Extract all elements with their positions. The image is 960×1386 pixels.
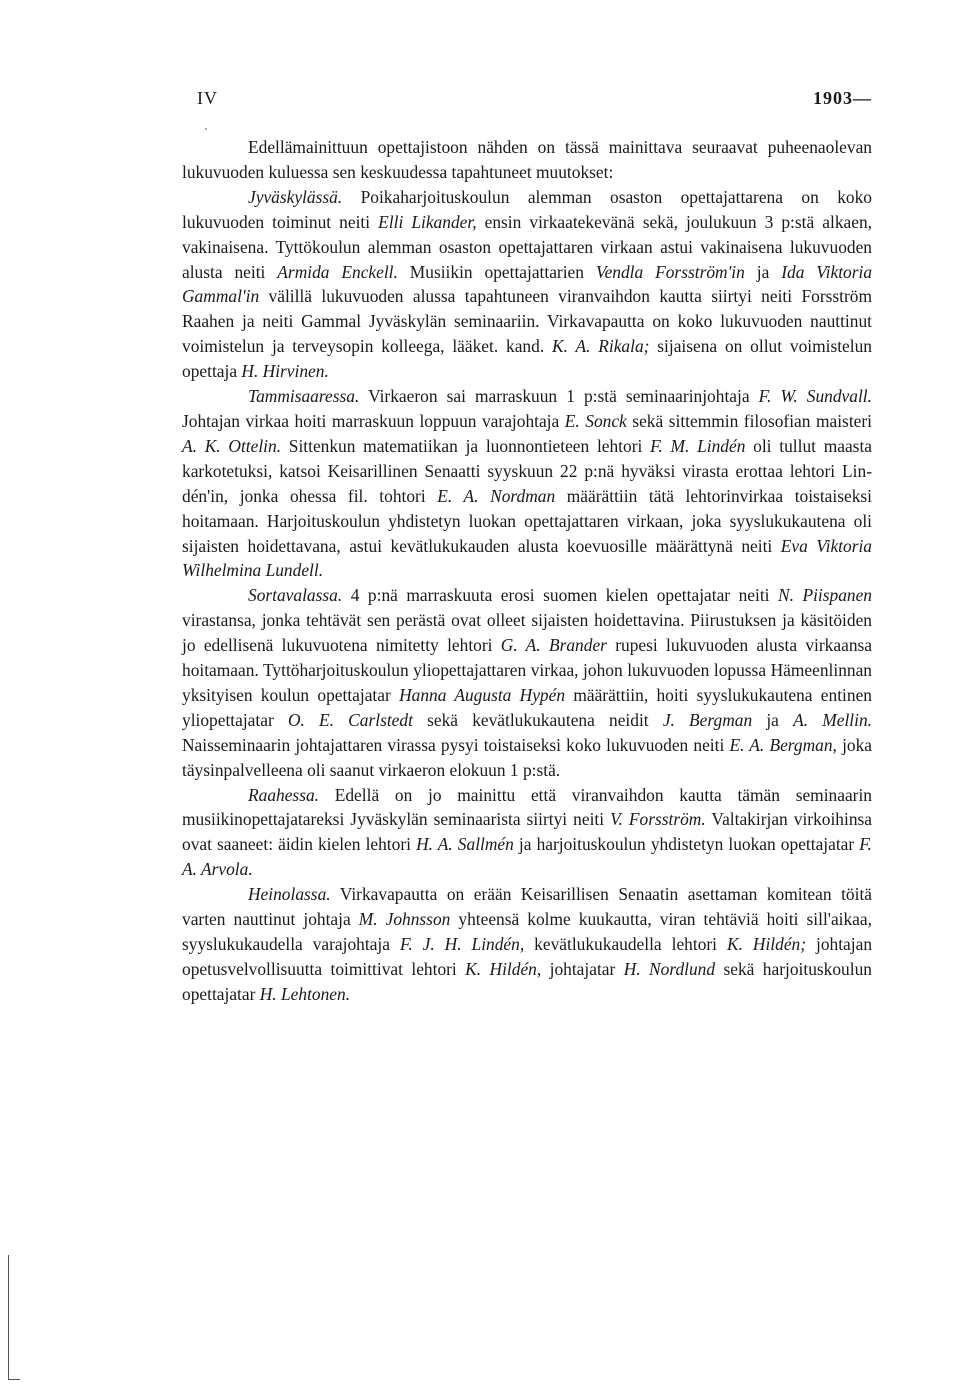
italic-name-run: H. Nordlund xyxy=(623,958,716,979)
page-header xyxy=(183,88,872,116)
text-run: Naisseminaarin johtajattaren virassa pysyi toistaiseksi koko lukuvuoden neiti xyxy=(182,734,730,755)
page-number: IV xyxy=(197,88,218,108)
italic-name-run: Sortavalassa. xyxy=(248,585,343,606)
italic-name-run: G. A. Brander xyxy=(500,635,607,656)
text-run: joka täysinpalvelleena oli saanut virkaeron elokuun 1 p:stä. xyxy=(182,734,873,780)
italic-name-run: E. A. Bergman, xyxy=(729,734,837,755)
paragraph-heinola xyxy=(182,882,872,1007)
italic-name-run: F. J. H. Lindén, xyxy=(399,934,525,954)
italic-name-run: Hanna Augusta Hypén xyxy=(399,684,566,705)
italic-name-run: Ida Viktoria Gammal'in xyxy=(182,261,873,307)
italic-name-run: A. K. Ottelin. xyxy=(182,435,282,456)
text-run: Poikaharjoituskoulun alemman osaston opettajattarena on koko lukuvuoden toiminut neiti xyxy=(182,186,872,232)
italic-name-run: N. Piispanen xyxy=(778,585,873,606)
text-run: ja xyxy=(744,261,782,282)
text-run: rupesi lukuvuoden alusta virkaansa hoitamaan. Tyttöharjoituskoulun yliopettajattaren virkaa, johon lukuvuoden lopussa Hämeenlinnan yksityisen koulun opettajatar xyxy=(182,635,872,705)
italic-name-run: M. Johnsson xyxy=(358,909,451,930)
italic-name-run: Tammisaaressa. xyxy=(248,386,360,407)
paragraph-raahe xyxy=(182,783,872,883)
text-run: sekä sittemmin filosofian maisteri xyxy=(626,410,872,431)
italic-name-run: Eva Viktoria Wilhelmina Lundell. xyxy=(182,535,872,581)
body-text xyxy=(182,135,872,1007)
text-run: sijaisena on ollut voimistelun opettaja xyxy=(182,336,872,382)
text-run: Virkaeron sai marraskuun 1 p:stä seminaarinjohtaja xyxy=(359,386,759,407)
text-run: määrättiin, hoiti syyslukukautena entinen yliopettajatar xyxy=(182,684,872,730)
italic-name-run: K. Hildén; xyxy=(726,934,807,954)
paragraph-sortavala xyxy=(182,583,872,782)
italic-name-run: H. A. Sallmén xyxy=(416,834,514,855)
text-run: sekä kevätlukukautena neidit xyxy=(412,709,663,730)
italic-name-run: A. Mellin. xyxy=(793,709,872,730)
text-run: sekä harjoituskoulun opettajatar xyxy=(182,958,872,1004)
italic-name-run: F. A. Arvola. xyxy=(182,834,873,880)
paragraph-intro xyxy=(182,135,872,185)
italic-name-run: V. Forsström. xyxy=(610,809,706,830)
text-run: oli tullut maasta karkotetuksi, katsoi Keisarillinen Senaatti syyskuun 22 p:nä hyväksi virasta erottaa lehtori Lindén'in, jonka ohessa fil. tohtori xyxy=(182,435,872,506)
text-run: johtajatar xyxy=(541,958,624,979)
italic-name-run: Armida Enckell. xyxy=(277,261,398,282)
text-run: Sittenkun matematiikan ja luonnontieteen lehtori xyxy=(281,435,651,456)
italic-name-run: K. Hildén, xyxy=(465,958,542,979)
italic-name-run: Vendla Forsström'in xyxy=(595,261,745,282)
italic-name-run: H. Lehtonen. xyxy=(259,983,351,1004)
text-run: johtajan opetusvelvollisuutta toimittivat lehtori xyxy=(182,934,873,979)
text-run: välillä lukuvuoden alussa tapahtuneen viranvaihdon kautta siirtyi neiti Forsström Raahen ja neiti Gammal Jyväskylän seminaariin. Virkavapautta on koko lukuvuoden nauttinut voimistelun ja terveysopin kolleega, lääket. kand. xyxy=(182,286,872,357)
italic-name-run: K. A. Rikala; xyxy=(552,336,650,357)
italic-name-run: Jyväskylässä. xyxy=(248,186,343,207)
italic-name-run: H. Hirvinen. xyxy=(241,361,329,382)
italic-name-run: Raahessa. xyxy=(248,784,320,805)
text-run: 4 p:nä marraskuuta erosi suomen kielen opettajatar neiti xyxy=(342,585,778,606)
paragraph-jyvaskyla xyxy=(182,185,872,384)
header-year: 1903— xyxy=(813,88,872,108)
text-run: Edellä on jo mainittu että viranvaihdon kautta tämän seminaarin musiikinopettajatareksi Jyväskylän seminaarista siirtyi neiti xyxy=(182,784,872,830)
text-run: kevätlukukaudella lehtori xyxy=(524,934,727,954)
text-run: Johtajan virkaa hoiti marraskuun loppuun varajohtaja xyxy=(182,410,565,431)
text-run: ja harjoituskoulun yhdistetyn luokan opettajatar xyxy=(513,834,860,855)
text-run: Musiikin opettajattarien xyxy=(397,261,596,282)
italic-name-run: Heinolassa. xyxy=(248,884,331,905)
text-run: yhteensä kolme kuukautta, viran tehtäviä hoiti sill'aikaa, syyslukukaudella varajohtaja xyxy=(182,909,872,954)
text-run: Edellämainittuun opettajistoon nähden on tässä mainittava seuraavat puheenaolevan lukuvuoden kuluessa sen keskuudessa tapahtuneet muutokset: xyxy=(182,137,872,182)
italic-name-run: O. E. Carlstedt xyxy=(287,709,413,730)
text-run: ensin virkaatekevänä sekä, joulukuun 3 p:stä alkaen, vakinaisena. Tyttökoulun alemman osaston opettajattaren virkaan astui vakinaisena lukuvuoden alusta neiti xyxy=(182,211,872,282)
italic-name-run: F. M. Lindén xyxy=(650,435,746,456)
italic-name-run: Elli Likander, xyxy=(378,211,477,232)
italic-name-run: F. W. Sundvall. xyxy=(758,386,872,407)
italic-name-run: E. Sonck xyxy=(564,410,627,431)
italic-name-run: E. A. Nordman xyxy=(437,485,556,506)
text-run: määrättiin tätä lehtorinvirkaa toistaiseksi hoitamaan. Harjoituskoulun yhdistetyn luokan opettajattaren virkaan, joka syyslukukautena oli sijaisten hoidettavana, astui kevätlukukauden alusta koevuosille määrättynä neiti xyxy=(182,485,872,556)
text-run: virastansa, jonka tehtävät sen perästä ovat olleet sijaisten hoidettavina. Piirustuksen ja käsitöiden jo edellisenä lukuvuotena nimitetty lehtori xyxy=(182,610,872,656)
print-speck xyxy=(205,128,207,130)
scan-margin-line xyxy=(8,1255,9,1380)
text-run: Virkavapautta on erään Keisarillisen Senaatin asettaman komitean töitä varten nauttinut johtaja xyxy=(182,884,872,930)
text-run: Valtakirjan virkoihinsa ovat saaneet: äidin kielen lehtori xyxy=(182,809,873,855)
text-run: ja xyxy=(752,709,794,730)
scan-margin-tick xyxy=(8,1379,20,1380)
italic-name-run: J. Bergman xyxy=(662,709,753,730)
paragraph-tammisaari xyxy=(182,384,872,583)
